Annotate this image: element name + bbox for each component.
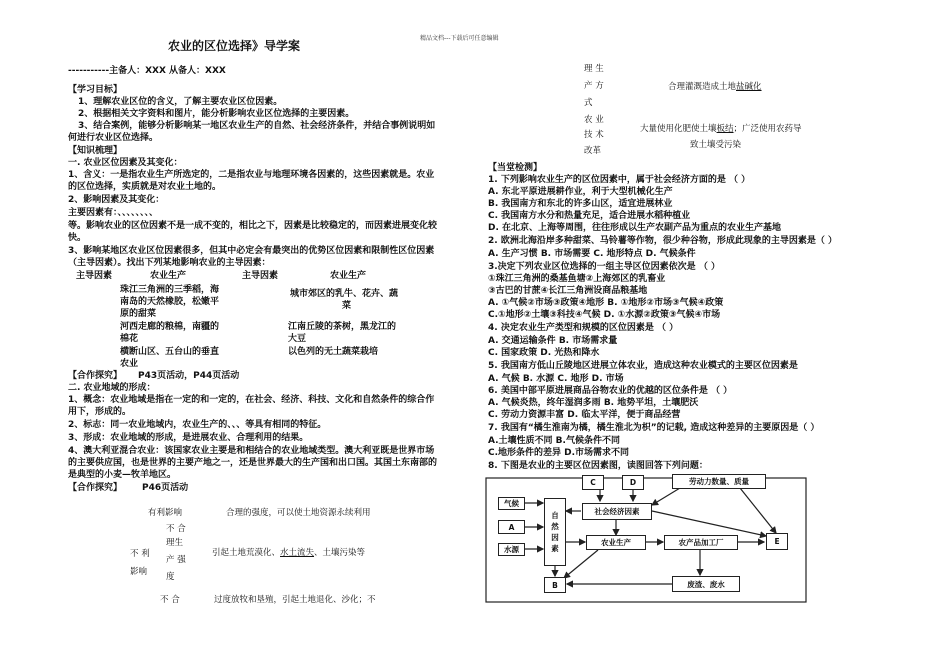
question-line: D. 在北京、上海等周围，往往形成以生产农副产品为重点的农业生产基地 [488, 223, 782, 233]
table-cell: 棉花 [120, 334, 139, 344]
question-line: C.①地形②土壤③科技④气候 D. ①水源②政策③气候④市场 [488, 310, 721, 320]
question-line: 1. 下列影响农业生产的区位因素中，属于社会经济方面的是 （ ） [488, 175, 751, 185]
preparers: -----------主备人：XXX 从备人：XXX [68, 66, 226, 76]
page-title: 农业的区位选择》导学案 [168, 39, 301, 53]
node-agri: 农业生产 [586, 535, 646, 550]
s1-line: 2、影响因素及其变化： [68, 195, 165, 205]
question-line: C. 劳动力资源丰富 D. 临太平洋，便于商品经营 [488, 410, 681, 420]
node-c: C [582, 475, 604, 490]
question-line: ①珠江三角洲的桑基鱼塘②上海郊区的乳畜业 [488, 274, 666, 284]
question-line: 5. 我国南方低山丘陵地区进展立体农业，造成这种农业模式的主要区位因素是 [488, 361, 798, 371]
table-header: 农业生产 [330, 271, 367, 281]
top-note: 精品文档---下载后可任意编辑 [420, 35, 499, 42]
table-header: 农业生产 [150, 271, 187, 281]
s2-line: 的主要供应国，也是世界的主要产地之一，还是世界最大的生产国和出口国。其国土东南部的 [68, 458, 438, 468]
cont-col: 改革 [584, 146, 602, 156]
table-cell: 以色列的无土蔬菜栽培 [288, 347, 379, 357]
question-line: A. 气候炎热，终年湿润多雨 B. 地势平坦，土壤肥沃 [488, 398, 699, 408]
node-a: A [498, 520, 525, 534]
cont-col: 技 术 [584, 130, 604, 140]
coop-text: P43页活动，P44页活动 [138, 371, 240, 381]
cont-col: 式 [584, 98, 593, 108]
question-line: C. 国家政策 D. 光热和降水 [488, 348, 600, 358]
node-water: 水源 [498, 543, 525, 556]
question-line: A. ①气候②市场③政策④地形 B. ①地形②市场③气候④政策 [488, 298, 724, 308]
table-cell: 大豆 [288, 334, 307, 344]
cont-line-prefix: 大量使用化肥使土壤 [640, 124, 717, 134]
table-cell: 江南丘陵的茶树，黑龙江的 [288, 322, 397, 332]
s2-line: 是典型的小麦—牧羊地区。 [68, 470, 177, 480]
table-cell: 珠江三角洲的三季稻，海 [120, 285, 220, 295]
activity-mid-col: 产 强 [166, 555, 186, 565]
row-text-underline: 水土流失 [280, 548, 315, 558]
s1-line: （主导因素）。找出下列某地影响农业的主导因素： [68, 258, 271, 268]
question-line: A.土壤性质不同 B.气候条件不同 [488, 436, 620, 446]
cont-line-suffix: ；广泛使用农药导 [733, 124, 802, 134]
s1-line: 主要因素有：、、、、、、、、 [68, 208, 159, 218]
activity-side-label: 不 利 [130, 549, 150, 559]
question-line: C. 我国南方水分和热量充足，适合进展水稻种植业 [488, 211, 691, 221]
node-b: B [544, 577, 566, 593]
question-line: 6. 美国中部平原进展商品谷物农业的优越的区位条件是 （ ） [488, 386, 733, 396]
question-line: A. 东北平原进展耕作业，利于大型机械化生产 [488, 187, 673, 197]
question-line: 7. 我国有“橘生淮南为橘，橘生淮北为枳”的记载, 造成这种差异的主要原因是（ ） [488, 423, 820, 433]
activity-row-label: 有利影响 [148, 508, 183, 518]
question-line: B. 我国南方和东北的许多山区，适宜进展林业 [488, 199, 673, 209]
cont-col: 理 生 [584, 64, 604, 74]
goal-line: 2、根据相关文字资料和图片，能分析影响农业区位选择的主要因素。 [78, 109, 355, 119]
goals-heading: 【学习目标】 [68, 85, 123, 95]
knowledge-heading: 【知识梳理】 [68, 146, 123, 156]
node-e: E [766, 533, 788, 550]
activity-mid-col: 度 [166, 572, 175, 582]
table-cell: 河西走廊的粮棉，南疆的 [120, 322, 220, 332]
question-line: A. 交通运输条件 B. 市场需求量 [488, 336, 618, 346]
table-header: 主导因素 [76, 271, 113, 281]
question-line: A. 气候 B. 水源 C. 地形 D. 市场 [488, 374, 624, 384]
table-cell: 城市郊区的乳牛、花卉、蔬 [290, 289, 399, 299]
test-heading: 【当堂检测】 [488, 163, 543, 173]
coop-label: 【合作探究】 [68, 371, 123, 381]
activity-mid-col: 不 合 [166, 524, 186, 534]
s1-line: 3、影响某地区农业区位因素很多，但其中必定会有最突出的优势区位因素和限制性区位因素 [68, 246, 435, 256]
question-line: ③古巴的甘蔗④长江三角洲设商品粮基地 [488, 286, 648, 296]
question-line: 4. 决定农业生产类型和规模的区位因素是 （ ） [488, 323, 679, 333]
node-climate: 气候 [498, 497, 525, 510]
s2-line: 2、标志：同一农业地域内，农业生产的、、、等具有相同的特征。 [68, 420, 327, 430]
section-2-title: 二. 农业地域的形成： [68, 383, 156, 393]
cont-line-underline: 盐碱化 [736, 82, 762, 92]
activity-row-text: 合理的强度，可以使土地资源永续利用 [226, 508, 371, 518]
natural-char: 然 [551, 522, 559, 531]
goal-line: 1、理解农业区位的含义，了解主要农业区位因素。 [78, 97, 283, 107]
activity-row-label: 不 合 [160, 595, 180, 605]
natural-char: 素 [551, 544, 559, 553]
node-waste: 废渣、废水 [672, 576, 740, 592]
table-cell: 菜 [342, 301, 352, 311]
table-cell: 南岛的天然橡胶，松嫩平 [120, 297, 220, 307]
cont-line-underline: 板结 [716, 124, 734, 134]
row-text-suffix: 、土壤污染等 [314, 548, 366, 558]
cont-col: 产 方 [584, 81, 604, 91]
row-text-prefix: 引起土地荒漠化、 [212, 548, 281, 558]
s2-line: 1、概念：农业地域是指在一定的和一定的，在社会、经济、科技、文化和自然条件的综合作 [68, 395, 435, 405]
s2-line: 4、澳大利亚混合农业：该国家农业主要是和相结合的农业地域类型。澳大利亚既是世界市场 [68, 446, 435, 456]
table-cell: 横断山区、五台山的垂直 [120, 347, 220, 357]
natural-char: 自 [551, 511, 559, 520]
s1-line: 1、含义：一是指农业生产所选定的，二是指农业与地理环境各因素的，这些因素就是。农业 [68, 170, 435, 180]
node-processing: 农产品加工厂 [664, 535, 738, 550]
natural-char: 因 [551, 533, 559, 542]
cont-line: 致土壤受污染 [690, 140, 742, 150]
table-cell: 农业 [120, 359, 139, 369]
coop-label: 【合作探究】 [68, 483, 123, 493]
activity-mid-col: 理生 [166, 538, 184, 548]
table-header: 主导因素 [242, 271, 279, 281]
node-labor: 劳动力数量、质量 [672, 474, 766, 489]
node-d: D [622, 475, 644, 490]
question-line: C.地形条件的差异 D.市场需求不同 [488, 448, 630, 458]
s1-line: 的区位选择，实质就是对农业土地的。 [68, 182, 222, 192]
goal-line: 何进行农业区位选择。 [68, 133, 159, 143]
s2-line: 用下，形成的。 [68, 407, 132, 417]
s2-line: 3、形成：农业地域的形成，是进展农业、合理利用的结果。 [68, 433, 309, 443]
table-cell: 原的甜菜 [120, 309, 157, 319]
s1-line: 快。 [68, 233, 87, 243]
node-socio: 社会经济因素 [582, 503, 652, 520]
question-line: 3.决定下列农业区位选择的一组主导区位因素依次是 （ ） [488, 262, 720, 272]
s1-line: 等。影响农业的区位因素不是一成不变的，相比之下，因素是比较稳定的，而因素进展变化较 [68, 221, 438, 231]
cont-col: 农 业 [584, 115, 604, 125]
goal-line: 3、结合案例，能够分析影响某一地区农业生产的自然、社会经济条件，并结合事例说明如 [78, 121, 436, 131]
question-line: 8. 下图是农业的主要区位因素图，读图回答下列问题： [488, 461, 708, 471]
node-natural [544, 498, 566, 566]
question-line: 2. 欧洲北海沿岸多种甜菜、马铃薯等作物，很少种谷物，形成此现象的主导因素是（ ） [488, 236, 837, 246]
section-1-title: 一. 农业区位因素及其变化： [68, 158, 183, 168]
activity-side-label: 影响 [130, 567, 148, 577]
question-line: A. 生产习惯 B. 市场需要 C. 地形特点 D. 气候条件 [488, 249, 696, 259]
cont-line-prefix: 合理灌溉造成土地 [668, 82, 737, 92]
coop-text: P46页活动 [142, 483, 189, 493]
activity-row-text: 过度放牧和垦殖，引起土地退化、沙化；不 [214, 595, 376, 605]
